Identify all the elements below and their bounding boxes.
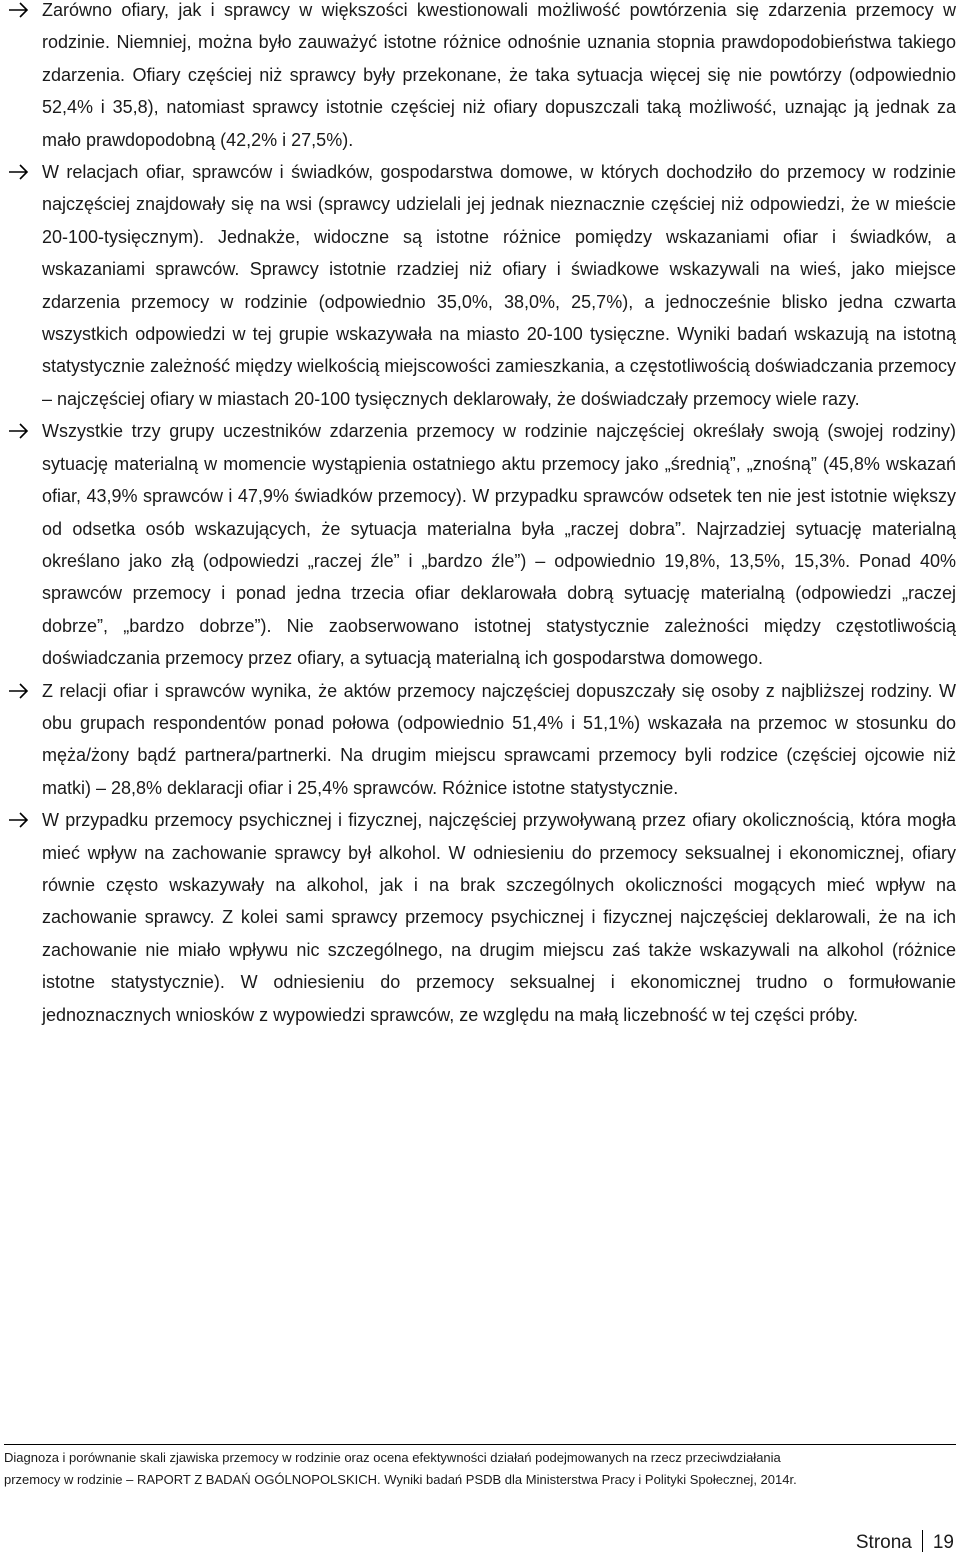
bullet-text: Z relacji ofiar i sprawców wynika, że aktów przemocy najczęściej dopuszczały się osoby z najbliższej rodziny. W obu grupach respondentów ponad połowa (odpowiednio 51,4% i 51,1%) wskazała na przemoc w stosunku do męża/żony bądź partnera/partnerki. Na drugim miejscu sprawcami przemocy byli rodzice (częściej ojcowie niż matki) – 28,8% deklaracji ofiar i 25,4% sprawców. Różnice istotne statystycznie. (42, 680, 956, 798)
page-number (856, 1530, 954, 1556)
footer-line-1: Diagnoza i porównanie skali zjawiska przemocy w rodzinie oraz ocena efektywności działań podejmowanych na rzecz przeciwdziałania (4, 1450, 781, 1465)
footer-line-2: przemocy w rodzinie – RAPORT Z BADAŃ OGÓLNOPOLSKICH. Wyniki badań PSDB dla Ministerstwa Pracy i Polityki Społecznej, 2014r. (4, 1472, 797, 1487)
bullet-text: W przypadku przemocy psychicznej i fizycznej, najczęściej przywoływaną przez ofiary okolicznością, która mogła mieć wpływ na zachowanie sprawcy był alkohol. W odniesieniu do przemocy seksualnej i ekonomicznej, ofiary równie często wskazywały na alkohol, jak i na brak szczególnych okoliczności mogących mieć wpływ na zachowanie sprawcy. Z kolei sami sprawcy przemocy psychicznej i fizycznej najczęściej deklarowali, że na ich zachowanie nie miało wpływu nic szczególnego, na drugim miejscu zaś także wskazywali na alkohol (różnice istotne statystycznie). W odniesieniu do przemocy seksualnej i ekonomicznej trudno o formułowanie jednoznacznych wniosków z wypowiedzi sprawców, ze względu na małą liczebność w tej części próby. (42, 810, 956, 1025)
page-number-separator (922, 1530, 923, 1552)
bullet-list (8, 0, 956, 1031)
bullet-item (8, 675, 956, 805)
bullet-item (8, 0, 956, 156)
right-arrow-icon (8, 681, 32, 701)
right-arrow-icon (8, 0, 32, 20)
bullet-item (8, 804, 956, 1031)
footer (4, 1447, 956, 1491)
bullet-text: W relacjach ofiar, sprawców i świadków, gospodarstwa domowe, w których dochodziło do przemocy w rodzinie najczęściej znajdowały się na wsi (sprawcy udzielali jej jednak nieznacznie częściej niż odpowiedzi, że w mieście 20-100-tysięcznym). Jednakże, widoczne są istotne różnice pomiędzy wskazaniami ofiar i świadków, a wskazaniami sprawców. Sprawcy istotnie rzadziej niż ofiary i świadkowe wskazywali na wieś, jako miejsce zdarzenia przemocy w rodzinie (odpowiednio 35,0%, 38,0%, 25,7%), a jednocześnie blisko jedna czwarta wszystkich odpowiedzi w tej grupie wskazywała na miasto 20-100 tysięczne. Wyniki badań wskazują na istotną statystycznie zależność między wielkością miejscowości zamieszkania, a częstotliwością doświadczania przemocy – najczęściej ofiary w miastach 20-100 tysięcznych deklarowały, że doświadczały przemocy wiele razy. (42, 162, 956, 409)
footer-divider (4, 1444, 956, 1445)
right-arrow-icon (8, 810, 32, 830)
right-arrow-icon (8, 421, 32, 441)
bullet-item (8, 156, 956, 415)
page-label: Strona (855, 1532, 912, 1553)
page-number-value: 19 (932, 1532, 954, 1553)
bullet-text: Zarówno ofiary, jak i sprawcy w większości kwestionowali możliwość powtórzenia się zdarzenia przemocy w rodzinie. Niemniej, można było zauważyć istotne różnice odnośnie uznania stopnia prawdopodobieństwa takiego zdarzenia. Ofiary częściej niż sprawcy były przekonane, że taka sytuacja więcej się nie powtórzy (odpowiednio 52,4% i 35,8), natomiast sprawcy istotnie częściej niż ofiary dopuszczali taką możliwość, uznając ją jednak za mało prawdopodobną (42,2% i 27,5%). (42, 0, 956, 150)
bullet-item (8, 415, 956, 674)
bullet-text: Wszystkie trzy grupy uczestników zdarzenia przemocy w rodzinie najczęściej określały swoją (swojej rodziny) sytuację materialną w momencie wystąpienia ostatniego aktu przemocy jako „średnią”, „znośną” (45,8% wskazań ofiar, 43,9% sprawców i 47,9% świadków przemocy). W przypadku sprawców odsetek ten nie jest istotnie większy od odsetka osób wskazujących, że sytuacja materialna była „raczej dobra”. Najrzadziej sytuację materialną określano jako złą (odpowiedzi „raczej źle” i „bardzo źle”) – odpowiednio 19,8%, 13,5%, 15,3%. Ponad 40% sprawców przemocy i ponad jedna trzecia ofiar deklarowała dobrą sytuację materialną (odpowiedzi „raczej dobrze”, „bardzo dobrze”). Nie zaobserwowano istotnej statystycznie zależności między częstotliwością doświadczania przemocy przez ofiary, a sytuacją materialną ich gospodarstwa domowego. (42, 421, 956, 669)
right-arrow-icon (8, 162, 32, 182)
